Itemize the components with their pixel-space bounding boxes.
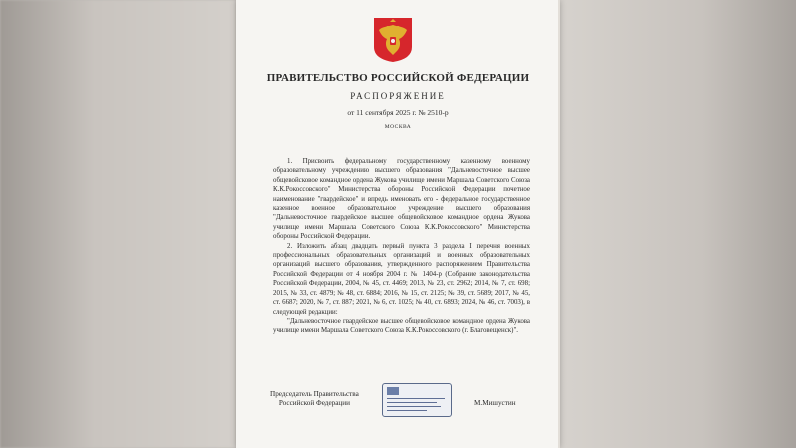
document-body [273, 157, 530, 336]
document-date-number: от 11 сентября 2025 г. № 2510-р [347, 108, 449, 117]
paragraph-quote: "Дальневосточное гвардейское высшее общевойсковое командное ордена Жукова училище имени Маршала Советского Союза К.К.Рокоссовского (г. Благовещенск)". [273, 317, 530, 335]
government-title: ПРАВИТЕЛЬСТВО РОССИЙСКОЙ ФЕДЕРАЦИИ [266, 72, 530, 84]
stamp-emblem-icon [387, 387, 399, 395]
document-page [236, 0, 560, 448]
document-type: РАСПОРЯЖЕНИЕ [350, 91, 446, 101]
electronic-signature-stamp [382, 383, 452, 417]
page-edge [558, 0, 560, 448]
document-city: МОСКВА [384, 124, 412, 130]
signatory-title [270, 390, 359, 408]
paragraph-1: 1. Присвоить федеральному государственному казенному военному образовательному учреждению высшего образования "Дальневосточное высшее общевойсковое командное ордена Жукова училище имени Маршала Советского Союза К.К.Рокоссовского" Министерства обороны Российской Федерации почетное наименование "гвардейское" и впредь именовать его - федеральное государственное казенное военное образовательное учреждение высшего образования "Дальневосточное гвардейское высшее общевойсковое командное ордена Жукова училище имени Маршала Советского Союза К.К.Рокоссовского" Министерства обороны Российской Федерации. [273, 158, 530, 241]
signatory-title-line1: Председатель Правительства [270, 390, 359, 398]
coat-of-arms-icon [373, 17, 413, 63]
signatory-title-line2: Российской Федерации [278, 399, 350, 408]
signatory-name: М.Мишустин [474, 399, 516, 407]
paragraph-2: 2. Изложить абзац двадцать первый пункта 3 раздела I перечня военных профессиональных образовательных организаций и военных образовательных организаций высшего образования, утвержденного распоряжением Правительства Российской Федерации от 4 ноября 2004 г. № 1404-р (Собрание законодательства Российской Федерации, 2004, № 45, ст. 4469; 2013, № 23, ст. 2962; 2014, № 7, ст. 698; 2015, № 33, ст. 4879; № 48, ст. 6884; 2016, № 15, ст. 2125; № 39, ст. 5689; 2017, № 45, ст. 6687; 2020, № 7, ст. 887; 2021, № 6, ст. 1025; № 40, ст. 6893; 2024, № 46, ст. 7003), в следующей редакции: [273, 242, 530, 316]
background-right [560, 0, 796, 448]
background-left [0, 0, 236, 448]
